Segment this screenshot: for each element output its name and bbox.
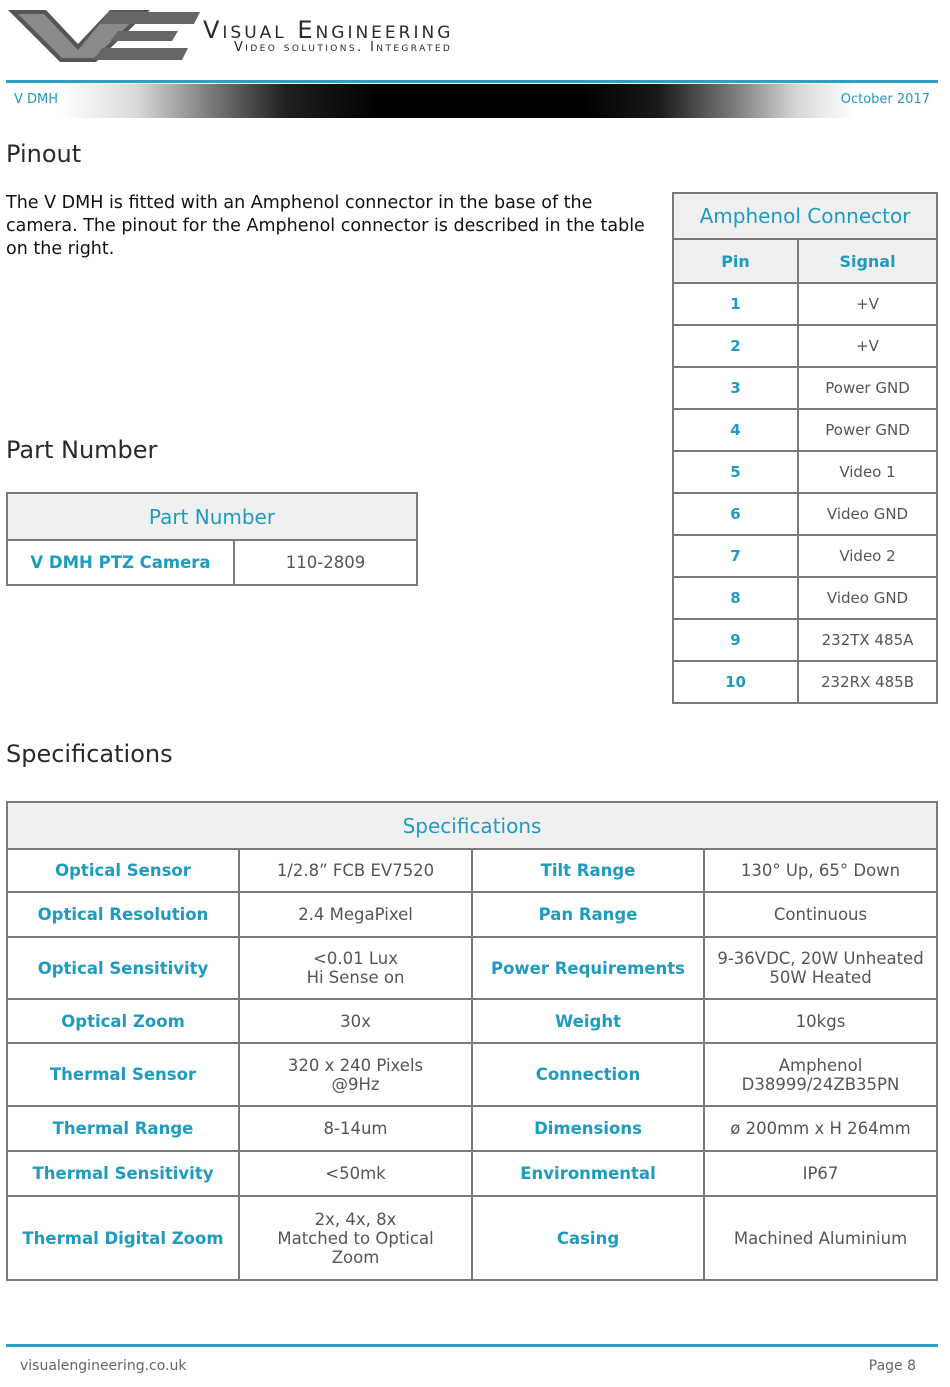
pin-signal: Video GND: [798, 493, 937, 535]
pin-signal: Video GND: [798, 577, 937, 619]
pin-signal: +V: [798, 283, 937, 325]
spec-value: IP67: [704, 1151, 937, 1196]
table-row: [7, 999, 937, 1043]
header-band: [6, 84, 938, 118]
table-row: [7, 1196, 937, 1280]
footer-rule: [6, 1344, 938, 1347]
spec-label: Optical Zoom: [7, 999, 239, 1043]
spec-value: <50mk: [239, 1151, 472, 1196]
table-row: [7, 1043, 937, 1106]
pin-signal: Video 2: [798, 535, 937, 577]
pin-number: 9: [673, 619, 798, 661]
table-row: [7, 1151, 937, 1196]
doc-date: October 2017: [840, 92, 930, 107]
table-row: [673, 577, 937, 619]
spec-label: Dimensions: [472, 1106, 704, 1151]
spec-value: 30x: [239, 999, 472, 1043]
pin-signal: Power GND: [798, 409, 937, 451]
spec-label: Connection: [472, 1043, 704, 1106]
specifications-table-title: Specifications: [7, 802, 937, 849]
table-row: [7, 937, 937, 999]
part-number-table-title: Part Number: [7, 493, 417, 540]
part-number-heading: Part Number: [6, 436, 158, 464]
pin-number: 5: [673, 451, 798, 493]
spec-value: 320 x 240 Pixels @9Hz: [239, 1043, 472, 1106]
spec-value: 9-36VDC, 20W Unheated 50W Heated: [704, 937, 937, 999]
table-row: [7, 892, 937, 937]
table-row: [7, 849, 937, 892]
table-row: [673, 283, 937, 325]
pin-column-header: Pin: [673, 239, 798, 283]
signal-column-header: Signal: [798, 239, 937, 283]
spec-value: 130° Up, 65° Down: [704, 849, 937, 892]
footer-website: visualengineering.co.uk: [20, 1358, 187, 1374]
spec-label: Pan Range: [472, 892, 704, 937]
brand-tagline: Video solutions. Integrated: [234, 40, 453, 55]
pinout-description: The V DMH is fitted with an Amphenol connector in the base of the camera. The pinout for the Amphenol connector is described in the table on the right.: [6, 193, 645, 259]
pin-signal: +V: [798, 325, 937, 367]
table-row: [673, 619, 937, 661]
spec-label: Optical Sensitivity: [7, 937, 239, 999]
spec-label: Tilt Range: [472, 849, 704, 892]
pin-number: 2: [673, 325, 798, 367]
table-row: [673, 451, 937, 493]
pin-number: 1: [673, 283, 798, 325]
amphenol-table-title: Amphenol Connector: [673, 193, 937, 239]
amphenol-table: [672, 192, 938, 704]
spec-value: 8-14um: [239, 1106, 472, 1151]
spec-label: Environmental: [472, 1151, 704, 1196]
part-value: 110-2809: [234, 540, 417, 585]
part-number-table: [6, 492, 418, 586]
table-row: [673, 661, 937, 703]
spec-label: Weight: [472, 999, 704, 1043]
spec-label: Casing: [472, 1196, 704, 1280]
spec-value: 2x, 4x, 8x Matched to Optical Zoom: [239, 1196, 472, 1280]
spec-value: <0.01 Lux Hi Sense on: [239, 937, 472, 999]
pin-signal: 232RX 485B: [798, 661, 937, 703]
spec-value: Amphenol D38999/24ZB35PN: [704, 1043, 937, 1106]
visual-engineering-logo: [8, 4, 200, 66]
header-rule: [6, 80, 938, 83]
table-row: [673, 493, 937, 535]
table-row: [673, 367, 937, 409]
pin-number: 6: [673, 493, 798, 535]
table-row: [673, 535, 937, 577]
spec-label: Thermal Range: [7, 1106, 239, 1151]
pin-signal: Video 1: [798, 451, 937, 493]
brand-title: Visual Engineering: [203, 16, 454, 44]
spec-value: 10kgs: [704, 999, 937, 1043]
table-row: [673, 325, 937, 367]
spec-label: Thermal Sensor: [7, 1043, 239, 1106]
part-label: V DMH PTZ Camera: [7, 540, 234, 585]
pin-number: 4: [673, 409, 798, 451]
spec-label: Optical Sensor: [7, 849, 239, 892]
spec-value: 1/2.8” FCB EV7520: [239, 849, 472, 892]
table-row: [673, 409, 937, 451]
page-number: Page 8: [868, 1358, 916, 1374]
pin-number: 8: [673, 577, 798, 619]
pin-signal: 232TX 485A: [798, 619, 937, 661]
spec-value: ø 200mm x H 264mm: [704, 1106, 937, 1151]
pin-signal: Power GND: [798, 367, 937, 409]
table-row: [7, 1106, 937, 1151]
pin-number: 7: [673, 535, 798, 577]
doc-title: V DMH: [14, 92, 59, 107]
specifications-heading: Specifications: [6, 740, 173, 768]
specifications-table: [6, 801, 938, 1281]
spec-label: Thermal Digital Zoom: [7, 1196, 239, 1280]
pin-number: 3: [673, 367, 798, 409]
spec-value: Machined Aluminium: [704, 1196, 937, 1280]
spec-label: Power Requirements: [472, 937, 704, 999]
pinout-heading: Pinout: [6, 140, 82, 168]
spec-value: 2.4 MegaPixel: [239, 892, 472, 937]
spec-label: Optical Resolution: [7, 892, 239, 937]
spec-value: Continuous: [704, 892, 937, 937]
pin-number: 10: [673, 661, 798, 703]
spec-label: Thermal Sensitivity: [7, 1151, 239, 1196]
